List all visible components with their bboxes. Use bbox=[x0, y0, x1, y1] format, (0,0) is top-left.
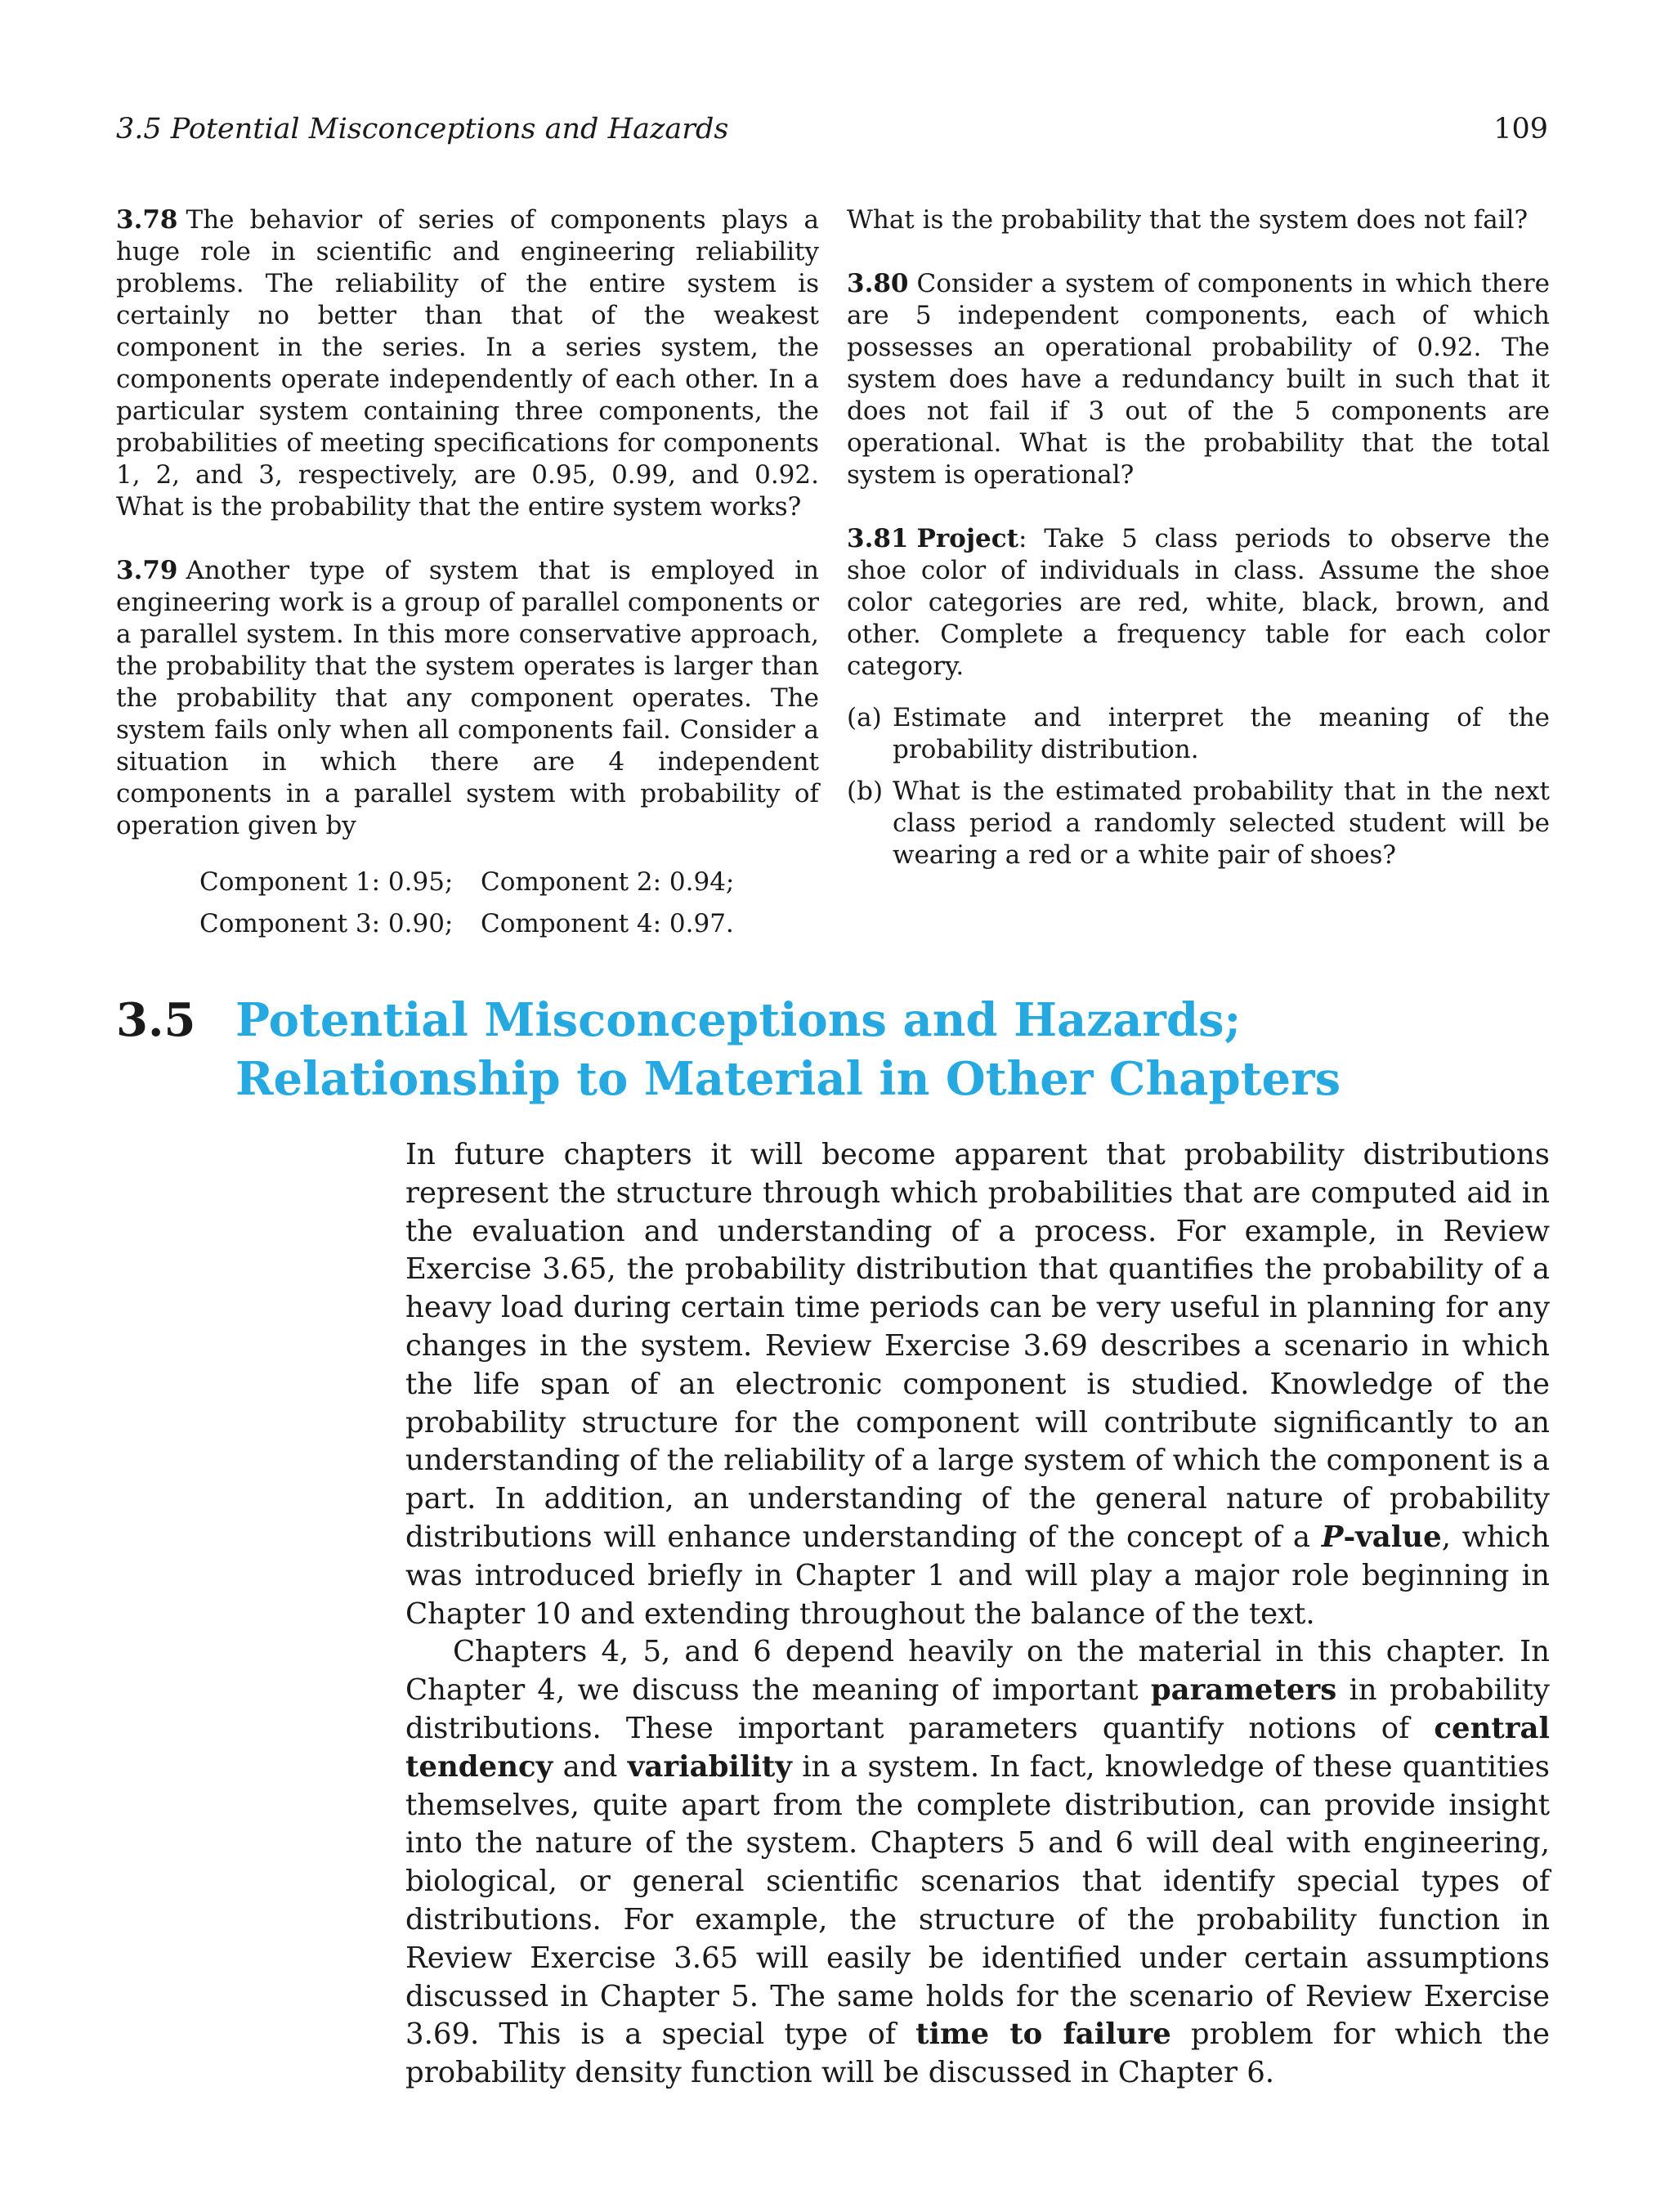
term-central-tendency: central tendency bbox=[405, 1711, 1550, 1784]
exercise-text: : Take 5 class periods to observe the shoe color of individuals in class. Assume the shoe color categories are red, white, black, brown, and other. Complete a frequency table for each color category. bbox=[847, 524, 1550, 681]
exercise-3-81-parts bbox=[847, 702, 1550, 871]
component-1-value: Component 1: 0.95; bbox=[199, 867, 454, 897]
component-row bbox=[199, 862, 819, 903]
component-3-value: Component 3: 0.90; bbox=[199, 909, 454, 938]
body-paragraph-1: In future chapters it will become apparent that probability distributions represent the structure through which probabilities that are computed aid in the evaluation and understanding of a process. For example, in Review Exercise 3.65, the probability distribution that quantifies the probability of a heavy load during certain time periods can be very useful in planning for any changes in the system. Review Exercise 3.69 describes a scenario in which the life span of an electronic component is studied. Knowledge of the probability structure for the component will contribute significantly to an understanding of the reliability of a large system of which the component is a part. In addition, an understanding of the general nature of probability distributions will enhance understanding of the concept of a P-value, which was introduced briefly in Chapter 1 and will play a major role beginning in Chapter 10 and extending throughout the balance of the text. bbox=[405, 1138, 1551, 1631]
term-time-to-failure: time to failure bbox=[915, 2017, 1171, 2052]
term-parameters: parameters bbox=[1150, 1673, 1337, 1708]
running-title: 3.5 Potential Misconceptions and Hazards bbox=[116, 113, 729, 146]
section-number: 3.5 bbox=[116, 993, 196, 1047]
exercises-right-column bbox=[847, 204, 1550, 881]
component-row bbox=[199, 903, 819, 945]
project-label: Project bbox=[916, 524, 1018, 553]
exercise-3-80 bbox=[847, 268, 1550, 491]
exercise-3-81 bbox=[847, 523, 1550, 683]
exercise-text: Another type of system that is employed in engineering work is a group of parallel components or a parallel system. In this more conservative approach, the probability that the system operates is larger than the probability that any component operates. The system fails only when all components fail. Consider a situation in which there are 4 independent components in a parallel system with probability of operation given by bbox=[116, 556, 819, 840]
component-2-value: Component 2: 0.94; bbox=[481, 867, 735, 897]
section-title-line-1: Potential Misconceptions and Hazards; bbox=[235, 993, 1242, 1047]
exercise-text: Consider a system of components in which there are 5 independent components, each of which possesses an operational probability of 0.92. The system does have a redundancy built in such that it does not fail if 3 out of the 5 components are operational. What is the probability that the total system is operational? bbox=[847, 269, 1550, 490]
exercise-3-78 bbox=[116, 204, 819, 523]
body-paragraph-2: Chapters 4, 5, and 6 depend heavily on the material in this chapter. In Chapter 4, we discuss the meaning of important parameters in probability distributions. These important parameters quantify notions of central tendency and variability in a system. In fact, knowledge of these quantities themselves, quite apart from the complete distribution, can provide insight into the nature of the system. Chapters 5 and 6 will deal with engineering, biological, or general scientific scenarios that identify special types of distributions. For example, the structure of the probability function in Review Exercise 3.65 will easily be identified under certain assumptions discussed in Chapter 5. The same holds for the scenario of Review Exercise 3.69. This is a special type of time to failure problem for which the probability density function will be discussed in Chapter 6. bbox=[405, 1635, 1550, 2090]
exercise-number: 3.79 bbox=[116, 556, 178, 585]
page-number: 109 bbox=[1493, 113, 1548, 146]
part-text: What is the estimated probability that in the next class period a randomly selected student will be wearing a red or a white pair of shoes? bbox=[893, 777, 1550, 870]
component-4-value: Component 4: 0.97. bbox=[481, 909, 734, 938]
exercise-number: 3.81 bbox=[847, 524, 909, 553]
exercise-3-79-question: What is the probability that the system does not fail? bbox=[847, 205, 1529, 235]
part-text: Estimate and interpret the meaning of the probability distribution. bbox=[893, 703, 1550, 764]
running-header bbox=[116, 111, 1548, 147]
section-body bbox=[405, 1136, 1550, 2093]
exercise-part-b bbox=[847, 776, 1550, 871]
exercise-number: 3.80 bbox=[847, 269, 909, 298]
exercises-left-column bbox=[116, 204, 819, 945]
p-value-term: P-value bbox=[1321, 1520, 1442, 1554]
section-title bbox=[235, 991, 1543, 1108]
exercise-text: The behavior of series of components plays a huge role in scientific and engineering reliability problems. The reliability of the entire system is certainly no better than that of the weakest component in the series. In a series system, the components operate independently of each other. In a particular system containing three components, the probabilities of meeting specifications for components 1, 2, and 3, respectively, are 0.95, 0.99, and 0.92. What is the probability that the entire system works? bbox=[116, 205, 819, 522]
component-probability-list bbox=[199, 862, 819, 945]
exercise-part-a bbox=[847, 702, 1550, 766]
part-label: (b) bbox=[847, 777, 884, 806]
exercise-number: 3.78 bbox=[116, 205, 178, 235]
part-label: (a) bbox=[847, 703, 882, 732]
exercise-3-79 bbox=[116, 555, 819, 842]
section-title-line-2: Relationship to Material in Other Chapters bbox=[235, 1052, 1341, 1106]
term-variability: variability bbox=[627, 1749, 792, 1784]
